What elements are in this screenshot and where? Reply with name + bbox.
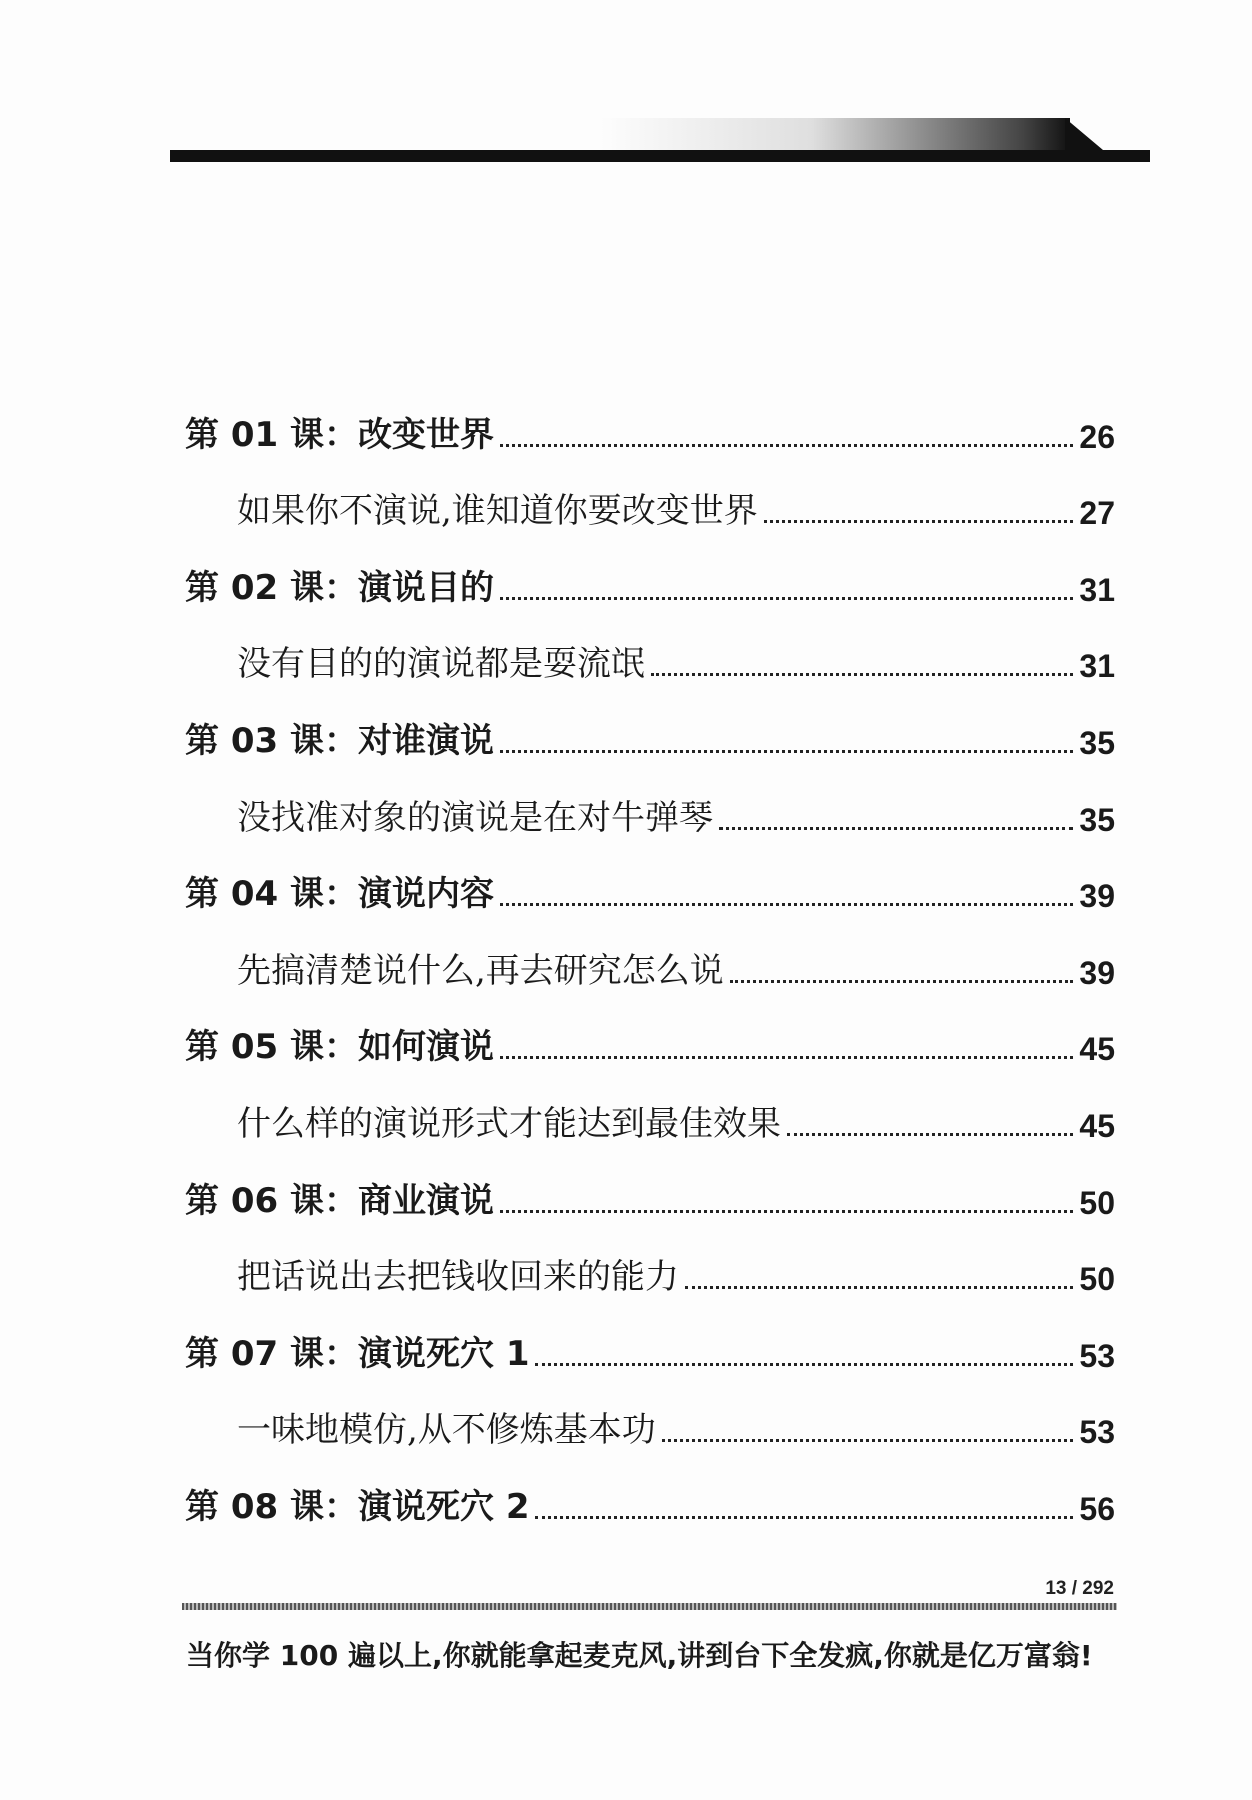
toc-chapter-entry[interactable] [185, 998, 1115, 1075]
toc-dot-leader [500, 597, 1073, 600]
toc-entry-page: 56 [1079, 1490, 1115, 1527]
toc-entry-title: 第 05 课：如何演说 [185, 1027, 494, 1068]
toc-dot-leader [535, 1363, 1073, 1366]
toc-section-entry[interactable] [185, 462, 1115, 539]
toc-section-entry[interactable] [185, 1381, 1115, 1458]
toc-entry-title: 第 01 课：改变世界 [185, 414, 494, 455]
toc-dot-leader [662, 1439, 1074, 1442]
toc-entry-title: 如果你不演说,谁知道你要改变世界 [237, 491, 758, 532]
toc-dot-leader [535, 1516, 1073, 1519]
toc-dot-leader [500, 750, 1073, 753]
toc-entry-page: 50 [1079, 1261, 1115, 1298]
toc-entry-page: 26 [1079, 418, 1115, 455]
toc-dot-leader [500, 1056, 1073, 1059]
toc-entry-title: 什么样的演说形式才能达到最佳效果 [237, 1103, 781, 1144]
table-of-contents [185, 385, 1115, 1534]
toc-section-entry[interactable] [185, 1228, 1115, 1305]
toc-entry-page: 39 [1079, 878, 1115, 915]
toc-entry-title: 第 08 课：演说死穴 2 [185, 1486, 530, 1527]
toc-chapter-entry[interactable] [185, 1151, 1115, 1228]
toc-entry-title: 第 06 课：商业演说 [185, 1180, 494, 1221]
toc-entry-title: 先搞清楚说什么,再去研究怎么说 [237, 950, 724, 991]
toc-dot-leader [764, 520, 1074, 523]
toc-dot-leader [500, 903, 1073, 906]
header-gradient [600, 118, 1070, 150]
toc-entry-page: 45 [1079, 1107, 1115, 1144]
toc-entry-page: 35 [1079, 801, 1115, 838]
toc-section-entry[interactable] [185, 921, 1115, 998]
toc-entry-title: 第 04 课：演说内容 [185, 874, 494, 915]
toc-entry-page: 31 [1079, 571, 1115, 608]
header-tab [1065, 118, 1103, 150]
toc-entry-page: 45 [1079, 1031, 1115, 1068]
toc-entry-title: 没有目的的演说都是耍流氓 [237, 644, 645, 685]
toc-dot-leader [651, 673, 1073, 676]
toc-entry-page: 53 [1079, 1414, 1115, 1451]
toc-entry-page: 39 [1079, 954, 1115, 991]
toc-dot-leader [685, 1286, 1073, 1289]
toc-chapter-entry[interactable] [185, 538, 1115, 615]
toc-section-entry[interactable] [185, 1074, 1115, 1151]
page-number: 13 / 292 [1045, 1578, 1114, 1599]
toc-dot-leader [719, 827, 1073, 830]
toc-entry-page: 53 [1079, 1337, 1115, 1374]
toc-entry-page: 31 [1079, 648, 1115, 685]
toc-entry-title: 第 03 课：对谁演说 [185, 720, 494, 761]
header-rule [170, 150, 1150, 162]
toc-dot-leader [787, 1133, 1073, 1136]
toc-entry-title: 第 07 课：演说死穴 1 [185, 1333, 530, 1374]
toc-entry-title: 没找准对象的演说是在对牛弹琴 [237, 797, 713, 838]
toc-entry-page: 50 [1079, 1184, 1115, 1221]
toc-dot-leader [730, 980, 1074, 983]
toc-entry-page: 35 [1079, 724, 1115, 761]
toc-entry-title: 一味地模仿,从不修炼基本功 [237, 1410, 656, 1451]
toc-chapter-entry[interactable] [185, 1304, 1115, 1381]
toc-section-entry[interactable] [185, 768, 1115, 845]
toc-chapter-entry[interactable] [185, 845, 1115, 922]
toc-entry-title: 把话说出去把钱收回来的能力 [237, 1257, 679, 1298]
toc-chapter-entry[interactable] [185, 691, 1115, 768]
footer-rule [182, 1603, 1117, 1610]
toc-entry-title: 第 02 课：演说目的 [185, 567, 494, 608]
footer-slogan: 当你学 100 遍以上,你就能拿起麦克风,讲到台下全发疯,你就是亿万富翁! [186, 1639, 1093, 1672]
toc-chapter-entry[interactable] [185, 1457, 1115, 1534]
toc-dot-leader [500, 444, 1073, 447]
toc-section-entry[interactable] [185, 615, 1115, 692]
toc-dot-leader [500, 1210, 1073, 1213]
toc-chapter-entry[interactable] [185, 385, 1115, 462]
toc-entry-page: 27 [1079, 495, 1115, 532]
